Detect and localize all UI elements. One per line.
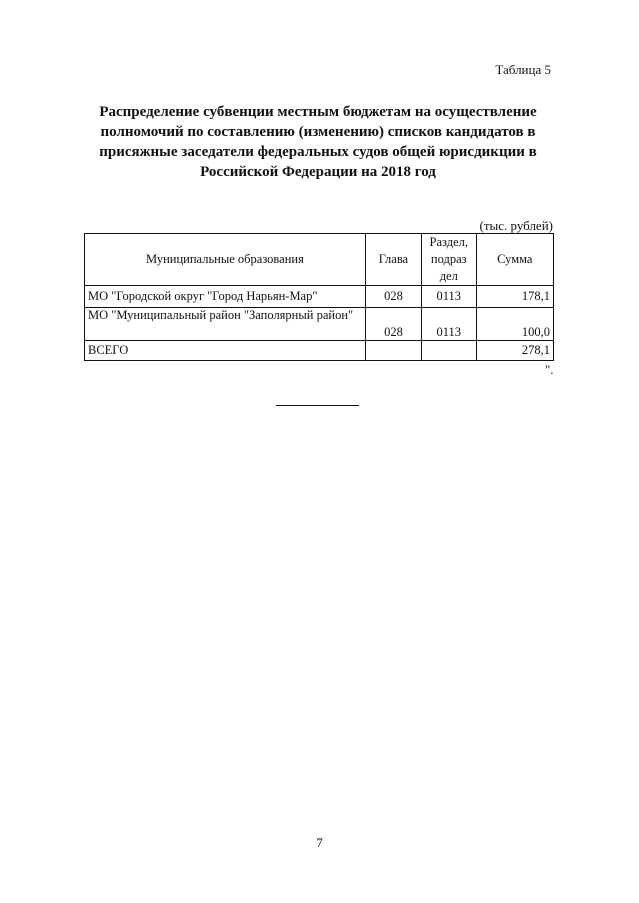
amount: 178,1 bbox=[476, 286, 553, 308]
total-empty-cell bbox=[365, 341, 421, 361]
total-row bbox=[85, 341, 554, 361]
table-header-row bbox=[85, 234, 554, 286]
glava-code: 028 bbox=[365, 308, 421, 341]
subvention-table bbox=[84, 233, 554, 361]
title-line: Российской Федерации на 2018 год bbox=[200, 164, 436, 180]
municipality-name: МО "Муниципальный район "Заполярный район" bbox=[85, 308, 366, 341]
column-header-razdel-line: Раздел, bbox=[429, 235, 469, 249]
total-amount: 278,1 bbox=[476, 341, 553, 361]
total-empty-cell bbox=[421, 341, 476, 361]
razdel-code: 0113 bbox=[421, 286, 476, 308]
closing-quote: ". bbox=[545, 362, 554, 377]
title-line: полномочий по составлению (изменению) списков кандидатов в bbox=[100, 124, 536, 140]
column-header-razdel bbox=[421, 234, 476, 286]
razdel-code: 0113 bbox=[421, 308, 476, 341]
amount: 100,0 bbox=[476, 308, 553, 341]
document-title bbox=[80, 102, 556, 182]
column-header-glava: Глава bbox=[365, 234, 421, 286]
total-label: ВСЕГО bbox=[85, 341, 366, 361]
column-header-sum: Сумма bbox=[476, 234, 553, 286]
column-header-razdel-line: подраз bbox=[430, 252, 467, 266]
table-row bbox=[85, 286, 554, 308]
units-label: (тыс. рублей) bbox=[479, 218, 553, 233]
column-header-name: Муниципальные образования bbox=[85, 234, 366, 286]
municipality-name: МО "Городской округ "Город Нарьян-Мар" bbox=[85, 286, 366, 308]
title-line: присяжные заседатели федеральных судов общей юрисдикции в bbox=[99, 144, 537, 160]
column-header-razdel-line: дел bbox=[439, 269, 458, 283]
page-number: 7 bbox=[316, 835, 323, 850]
glava-code: 028 bbox=[365, 286, 421, 308]
separator-line bbox=[276, 405, 359, 406]
table-number: Таблица 5 bbox=[495, 62, 551, 77]
title-line: Распределение субвенции местным бюджетам на осуществление bbox=[99, 104, 537, 120]
table-row bbox=[85, 308, 554, 341]
